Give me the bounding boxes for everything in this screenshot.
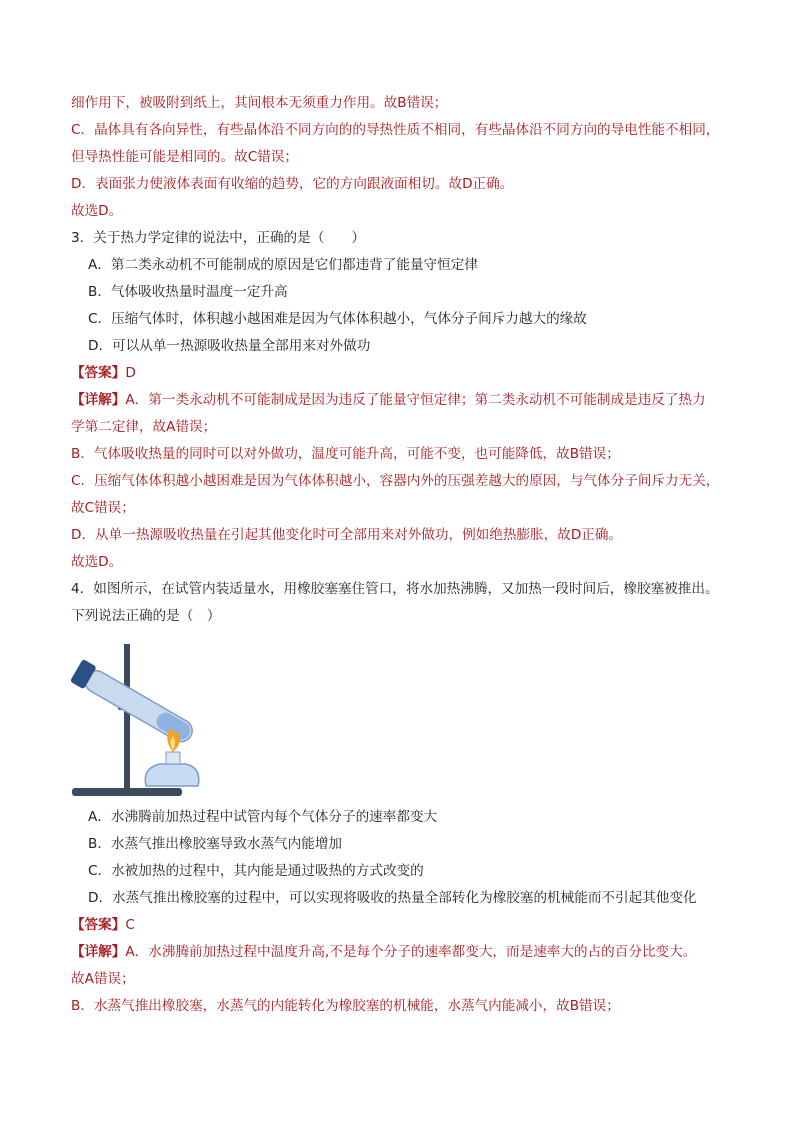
- text-line: D．从单一热源吸收热量在引起其他变化时可全部用来对外做功，例如绝热膨胀，故D正确。: [71, 527, 623, 543]
- answer-line: [71, 363, 136, 383]
- explanation-tag: 【详解】: [71, 392, 126, 408]
- option-b: B．水蒸气推出橡胶塞导致水蒸气内能增加: [88, 836, 343, 852]
- text-line: B．气体吸收热量的同时可以对外做功，温度可能升高，可能不变，也可能降低，故B错误；: [71, 446, 620, 462]
- text-line: 故A错误；: [71, 971, 135, 987]
- option-b: B．气体吸收热量时温度一定升高: [88, 284, 288, 300]
- explanation-line: [71, 942, 696, 962]
- text-line: 细作用下，被吸附到纸上，其间根本无须重力作用。故B错误；: [71, 95, 448, 111]
- text-line: 故选D。: [71, 203, 123, 219]
- answer-tag: 【答案】: [71, 365, 126, 381]
- explanation-tag: 【详解】: [71, 944, 126, 960]
- stand-pole: [124, 644, 130, 790]
- option-d: D．可以从单一热源吸收热量全部用来对外做功: [88, 338, 371, 354]
- answer-value: D: [125, 365, 136, 381]
- question-4-stem-cont: 下列说法正确的是（ ）: [71, 608, 221, 624]
- text-line: 但导热性能可能是相同的。故C错误；: [71, 149, 298, 165]
- option-a: A．第二类永动机不可能制成的原因是它们都违背了能量守恒定律: [88, 257, 478, 273]
- option-c: C．水被加热的过程中，其内能是通过吸热的方式改变的: [88, 863, 424, 879]
- test-tube-heating-figure: [68, 638, 200, 800]
- text-line: 故选D。: [71, 554, 123, 570]
- text-line: C．晶体具有各向异性，有些晶体沿不同方向的的导热性质不相同，有些晶体沿不同方向的导电性能不相同，: [71, 122, 720, 138]
- lamp-neck: [166, 752, 180, 764]
- text-line: 学第二定律，故A错误；: [71, 419, 217, 435]
- text-line: 故C错误；: [71, 500, 135, 516]
- answer-tag: 【答案】: [71, 917, 126, 933]
- answer-value: C: [125, 917, 135, 933]
- text-line: D．表面张力使液体表面有收缩的趋势，它的方向跟液面相切。故D正确。: [71, 176, 514, 192]
- question-3-stem: 3．关于热力学定律的说法中，正确的是（ ）: [71, 230, 366, 246]
- question-4-stem: 4．如图所示，在试管内装适量水，用橡胶塞塞住管口，将水加热沸腾，又加热一段时间后，橡胶塞被推出。: [71, 581, 719, 597]
- option-c: C．压缩气体时，体积越小越困难是因为气体体积越小，气体分子间斥力越大的缘故: [88, 311, 587, 327]
- explanation-text: A．水沸腾前加热过程中温度升高,不是每个分子的速率都变大，而是速率大的占的百分比变大。: [125, 944, 697, 960]
- explanation-text: A．第一类永动机不可能制成是因为违反了能量守恒定律；第二类永动机不可能制成是违反了热力: [125, 392, 706, 408]
- text-line: C．压缩气体体积越小越困难是因为气体体积越小，容器内外的压强差越大的原因，与气体分子间斥力无关，: [71, 473, 720, 489]
- text-line: B．水蒸气推出橡胶塞，水蒸气的内能转化为橡胶塞的机械能，水蒸气内能减小，故B错误；: [71, 998, 620, 1014]
- alcohol-lamp: [145, 764, 199, 786]
- option-d: D．水蒸气推出橡胶塞的过程中，可以实现将吸收的热量全部转化为橡胶塞的机械能而不引起其他变化: [88, 890, 697, 906]
- answer-line: [71, 915, 135, 935]
- option-a: A．水沸腾前加热过程中试管内每个气体分子的速率都变大: [88, 809, 438, 825]
- explanation-line: [71, 390, 706, 410]
